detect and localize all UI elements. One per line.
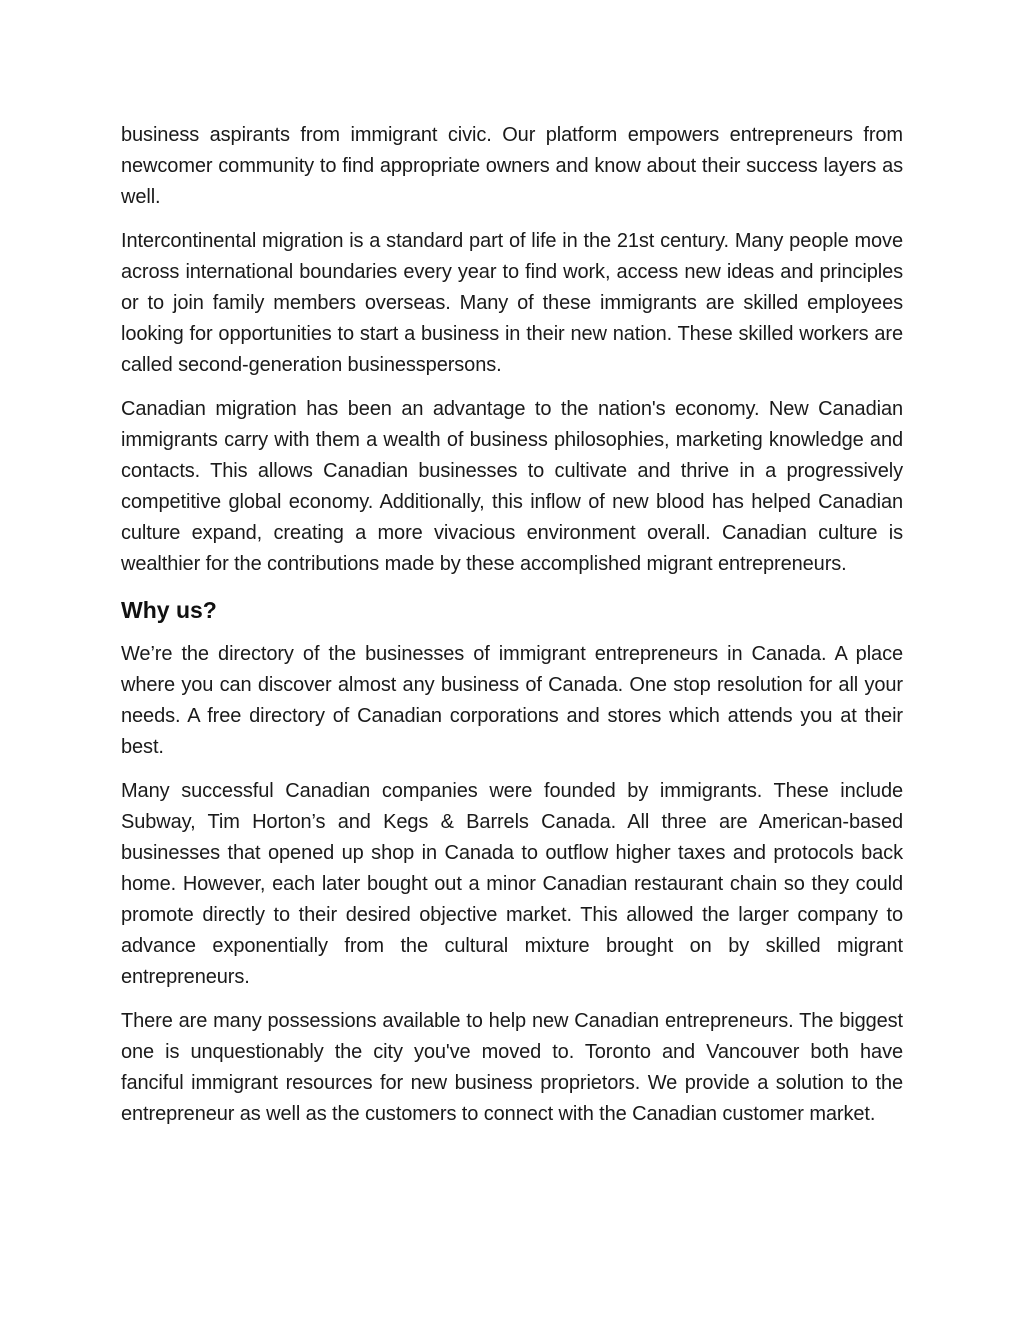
section-paragraph-2: Many successful Canadian companies were founded by immigrants. These include Subway, Tim Horton’s and Kegs & Barrels Canada. All three are American-based businesses that opened up shop in Canada to outflow higher taxes and protocols back home. However, each later bought out a minor Canadian restaurant chain so they could promote directly to their desired objective market. This allowed the larger company to advance exponentially from the cultural mixture brought on by skilled migrant entrepreneurs. bbox=[121, 780, 903, 988]
intro-paragraph-2: Intercontinental migration is a standard part of life in the 21st century. Many people move across international boundaries every year to find work, access new ideas and principles or to join family members overseas. Many of these immigrants are skilled employees looking for opportunities to start a business in their new nation. These skilled workers are called second-generation businesspersons. bbox=[121, 230, 903, 376]
section-heading-why-us: Why us? bbox=[121, 597, 217, 623]
intro-paragraph-1: business aspirants from immigrant civic. Our platform empowers entrepreneurs from newcomer community to find appropriate owners and know about their success layers as well. bbox=[121, 124, 903, 208]
document-page bbox=[121, 120, 903, 1143]
section-paragraph-1: We’re the directory of the businesses of immigrant entrepreneurs in Canada. A place where you can discover almost any business of Canada. One stop resolution for all your needs. A free directory of Canadian corporations and stores which attends you at their best. bbox=[121, 643, 903, 758]
intro-paragraph-3: Canadian migration has been an advantage to the nation's economy. New Canadian immigrants carry with them a wealth of business philosophies, marketing knowledge and contacts. This allows Canadian businesses to cultivate and thrive in a progressively competitive global economy. Additionally, this inflow of new blood has helped Canadian culture expand, creating a more vivacious environment overall. Canadian culture is wealthier for the contributions made by these accomplished migrant entrepreneurs. bbox=[121, 398, 903, 575]
section-paragraph-3: There are many possessions available to help new Canadian entrepreneurs. The biggest one is unquestionably the city you've moved to. Toronto and Vancouver both have fanciful immigrant resources for new business proprietors. We provide a solution to the entrepreneur as well as the customers to connect with the Canadian customer market. bbox=[121, 1010, 903, 1125]
